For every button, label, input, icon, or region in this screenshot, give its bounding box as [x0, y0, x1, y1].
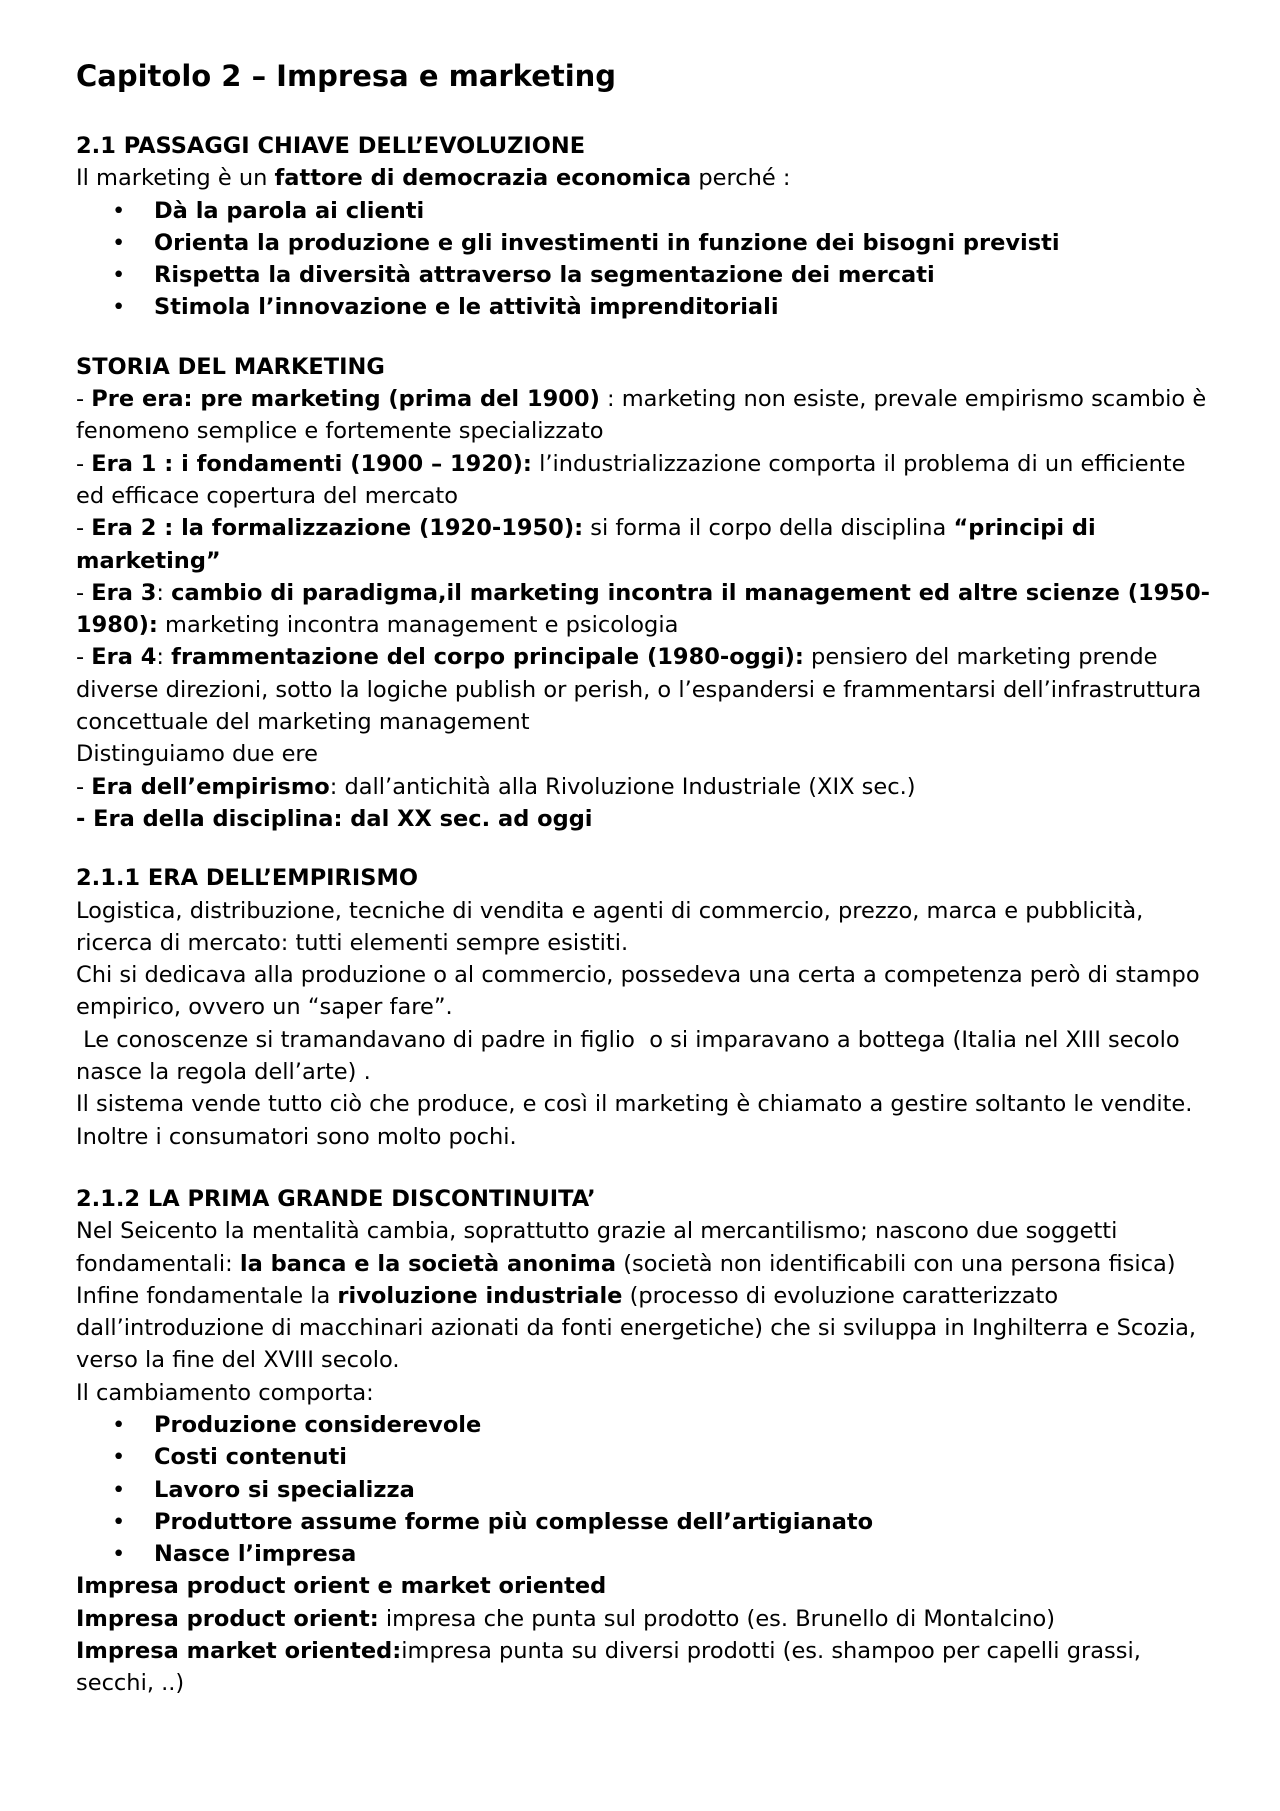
paragraph-market-oriented: Impresa market oriented:impresa punta su diversi prodotti (es. shampoo per capelli grassi, secchi, ..) — [76, 1638, 1141, 1697]
paragraph-rivoluzione: Infine fondamentale la rivoluzione industriale (processo di evoluzione caratterizzato dall’introduzione di macchinari azionati da fonti energetiche) che si sviluppa in Inghilterra e Scozia, verso la fine del XVIII secolo. — [76, 1282, 1197, 1374]
bullet-icon: • — [112, 294, 126, 321]
section-heading-storia: STORIA DEL MARKETING — [76, 353, 385, 380]
section-heading-2-1: 2.1 PASSAGGI CHIAVE DELL’EVOLUZIONE — [76, 133, 586, 159]
list-item: • Costi contenuti — [76, 1441, 1216, 1473]
section-heading-2-1-1: 2.1.1 ERA DELL’EMPIRISMO — [76, 865, 418, 892]
bullet-icon: • — [112, 1541, 126, 1568]
paragraph-era-empirismo: - Era dell’empirismo: dall’antichità alla Rivoluzione Industriale (XIX sec.) — [76, 773, 916, 800]
bullet-icon: • — [112, 1444, 126, 1471]
paragraph-era-4: - Era 4: frammentazione del corpo principale (1980-oggi): pensiero del marketing prende diverse direzioni, sotto la logiche publish or perish, o l’espandersi e frammentarsi dell’infrastruttura concettuale del marketing management — [76, 644, 1202, 736]
list-item: • Nasce l’impresa — [76, 1538, 1216, 1570]
paragraph-conoscenze: Le conoscenze si tramandavano di padre in figlio o si imparavano a bottega (Italia nel XIII secolo nasce la regola dell’arte) . — [76, 1026, 1187, 1086]
paragraph-era-2: - Era 2 : la formalizzazione (1920-1950): si forma il corpo della disciplina “principi di marketing” — [76, 515, 1096, 574]
paragraph-product-orient: Impresa product orient: impresa che punta sul prodotto (es. Brunello di Montalcino) — [76, 1605, 1056, 1632]
list-item: • Stimola l’innovazione e le attività imprenditoriali — [76, 291, 1216, 323]
bullet-icon: • — [112, 197, 126, 224]
list-item: • Produttore assume forme più complesse dell’artigianato — [76, 1506, 1216, 1538]
paragraph-era-3: - Era 3: cambio di paradigma,il marketing incontra il management ed altre scienze (1950-1980): marketing incontra management e psicologia — [76, 579, 1210, 639]
paragraph-logistica: Logistica, distribuzione, tecniche di vendita e agenti di commercio, prezzo, marca e pubblicità, ricerca di mercato: tutti elementi sempre esistiti. — [76, 897, 1144, 956]
bullet-list-cambiamento — [76, 1409, 1216, 1570]
bullet-list-democrazia — [76, 195, 1216, 324]
document-body — [76, 56, 1216, 1700]
list-item: • Dà la parola ai clienti — [76, 195, 1216, 227]
paragraph-intro: Il marketing è un fattore di democrazia economica perché : — [76, 165, 791, 192]
paragraph-era-disciplina: - Era della disciplina: dal XX sec. ad oggi — [76, 805, 593, 832]
chapter-title: Capitolo 2 – Impresa e marketing — [76, 59, 617, 93]
bullet-icon: • — [112, 229, 126, 256]
paragraph-pre-era: - Pre era: pre marketing (prima del 1900) : marketing non esiste, prevale empirismo scambio è fenomeno semplice e fortemente specializzato — [76, 386, 1207, 445]
paragraph-impresa-heading: Impresa product orient e market oriented — [76, 1573, 607, 1600]
paragraph-seicento: Nel Seicento la mentalità cambia, soprattutto grazie al mercantilismo; nascono due soggetti fondamentali: la banca e la società anonima (società non identificabili con una persona fisica) — [76, 1218, 1176, 1277]
bullet-icon: • — [112, 1476, 126, 1503]
paragraph-due-ere: Distinguiamo due ere — [76, 741, 319, 768]
paragraph-cambiamento: Il cambiamento comporta: — [76, 1379, 374, 1406]
section-heading-2-1-2: 2.1.2 LA PRIMA GRANDE DISCONTINUITA’ — [76, 1185, 596, 1212]
list-item: • Lavoro si specializza — [76, 1474, 1216, 1506]
bullet-icon: • — [112, 1411, 126, 1438]
list-item: • Orienta la produzione e gli investimenti in funzione dei bisogni previsti — [76, 227, 1216, 259]
paragraph-competenza: Chi si dedicava alla produzione o al commercio, possedeva una certa a competenza però di stampo empirico, ovvero un “saper fare”. — [76, 962, 1200, 1021]
paragraph-sistema: Il sistema vende tutto ciò che produce, e così il marketing è chiamato a gestire soltanto le vendite. Inoltre i consumatori sono molto pochi. — [76, 1091, 1193, 1150]
bullet-icon: • — [112, 1508, 126, 1535]
bullet-icon: • — [112, 262, 126, 289]
list-item: • Produzione considerevole — [76, 1409, 1216, 1441]
list-item: • Rispetta la diversità attraverso la segmentazione dei mercati — [76, 259, 1216, 291]
paragraph-era-1: - Era 1 : i fondamenti (1900 – 1920): l’industrializzazione comporta il problema di un efficiente ed efficace copertura del mercato — [76, 450, 1186, 509]
